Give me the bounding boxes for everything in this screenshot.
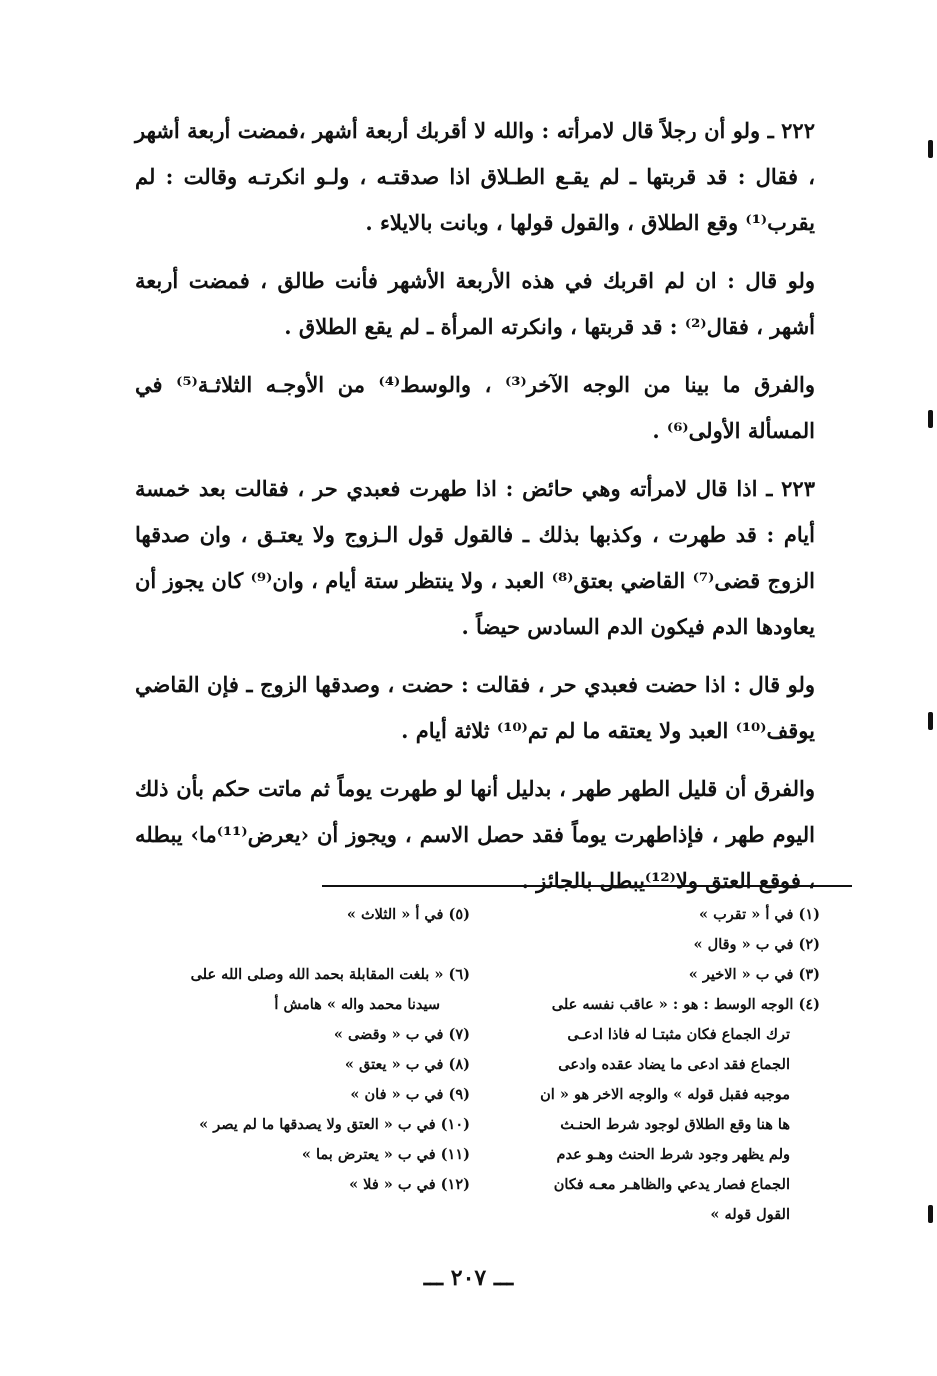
footnote-12: (١٢) في ب « فلا » xyxy=(349,1176,470,1193)
footnote-11: (١١) في ب « يعترض بما » xyxy=(301,1146,470,1163)
footnote-4-line: ولم يظهر وجود شرط الحنث وهـو عدم xyxy=(556,1146,790,1163)
page-number: ـــ ٢٠٧ ـــ xyxy=(423,1265,514,1291)
footnote-2: (٢) في ب « وقال » xyxy=(693,936,820,953)
footnote-spacer xyxy=(140,930,470,960)
footnote-9: (٩) في ب « فان » xyxy=(350,1086,470,1103)
footnote-4-line: الجماع فصار يدعي والظاهـر معـه فكان xyxy=(553,1176,790,1193)
footnote-3: (٣) في ب « الاخير » xyxy=(688,966,820,983)
footnote-divider xyxy=(322,885,852,887)
footnote-4-line: موجبه فقبل قوله » والوجه الاخر هو « ان xyxy=(540,1086,790,1103)
paragraph-text: ٢٢٢ ـ ولو أن رجلاً قال لامرأته : والله لا أقربك أربعة أشهر ،فمضت أربعة أشهر ، فقال : قد قربتها ـ لم يقـع الطـلاق اذا صدقتـه ، ولـو انكرتـه وقالت : لم يقرب⁽¹⁾ وقع الطلاق ، والقول قولها ، وبانت بالايلاء . xyxy=(135,118,815,235)
margin-mark xyxy=(928,140,933,158)
footnote-7: (٧) في ب « وقضى » xyxy=(333,1026,470,1043)
footnotes-left-column xyxy=(140,900,470,1200)
paragraph-223-second-case xyxy=(135,662,815,754)
paragraph-text: والفرق ما بينا من الوجه الآخر⁽³⁾ ، والوسط⁽⁴⁾ من الأوجـه الثلاثـة⁽⁵⁾ في المسألة الأولى⁽⁶⁾ . xyxy=(135,372,816,443)
footnote-10: (١٠) في ب « العتق ولا يصدقها ما لم يصر » xyxy=(199,1116,470,1133)
paragraph-text: ولو قال : اذا حضت فعبدي حر ، فقالت : حضت ، وصدقها الزوج ـ فإن القاضي يوقف⁽¹⁰⁾ العبد ولا يعتقه ما لم تم⁽¹⁰⁾ ثلاثة أيام . xyxy=(135,672,815,743)
footnote-4-line: ترك الجماع فكان مثبتـا له فاذا ادعـى xyxy=(567,1026,790,1043)
footnote-4-line: القول قوله » xyxy=(710,1206,790,1223)
margin-mark xyxy=(928,410,933,428)
paragraph-222 xyxy=(135,108,815,246)
paragraph-223 xyxy=(135,466,815,650)
margin-mark xyxy=(928,1205,933,1223)
footnotes-right-column xyxy=(490,900,820,1230)
paragraph-text: ٢٢٣ ـ اذا قال لامرأته وهي حائض : اذا طهرت فعبدي حر ، فقالت بعد خمسة أيام : قد طهرت ، وكذبها بذلك ـ فالقول قول الـزوج ولا يعتـق ، وان صدقها الزوج قضى⁽⁷⁾ القاضي بعتق⁽⁸⁾ العبد ، ولا ينتظر ستة أيام ، وان⁽⁹⁾ كان يجوز أن يعاودها الدم فيكون الدم السادس حيضاً . xyxy=(135,476,815,639)
footnote-8: (٨) في ب « يعتق » xyxy=(344,1056,470,1073)
main-text xyxy=(135,108,815,916)
footnote-6: (٦) « بلغت المقابلة بحمد الله وصلى الله على xyxy=(190,966,470,983)
footnotes xyxy=(140,900,820,1245)
footnote-6-line: سيدنا محمد واله » هامش أ xyxy=(274,996,440,1013)
footnote-4-line: ها هنا وقع الطلاق لوجود شرط الحنـث xyxy=(560,1116,790,1133)
paragraph-223-difference xyxy=(135,766,815,904)
paragraph-222-difference xyxy=(135,362,815,454)
paragraph-222-second-case xyxy=(135,258,815,350)
footnote-4: (٤) الوجه الوسط : هو : « عاقب نفسه على xyxy=(551,996,820,1013)
footnote-5: (٥) في أ « الثلاث » xyxy=(346,906,470,923)
margin-mark xyxy=(928,712,933,730)
footnote-1: (١) في أ « تقرب » xyxy=(699,906,820,923)
paragraph-text: والفرق أن قليل الطهر طهر ، بدليل أنها لو طهرت يوماً ثم ماتت حكم بأن ذلك اليوم طهر ، فإذاطهرت يوماً فقد حصل الاسم ، ويجوز أن ‹يعرض⁽¹¹⁾ما› يبطله ، فوقع العتق ولا⁽¹²⁾يبطل بالجائز . xyxy=(135,776,815,893)
footnote-4-line: الجماع فقد ادعى ما يضاد عقده وادعى xyxy=(558,1056,790,1073)
paragraph-text: ولو قال : ان لم اقربك في هذه الأربعة الأشهر فأنت طالق ، فمضت أربعة أشهر ، فقال⁽²⁾ : قد قربتها ، وانكرته المرأة ـ لم يقع الطلاق . xyxy=(135,268,815,339)
